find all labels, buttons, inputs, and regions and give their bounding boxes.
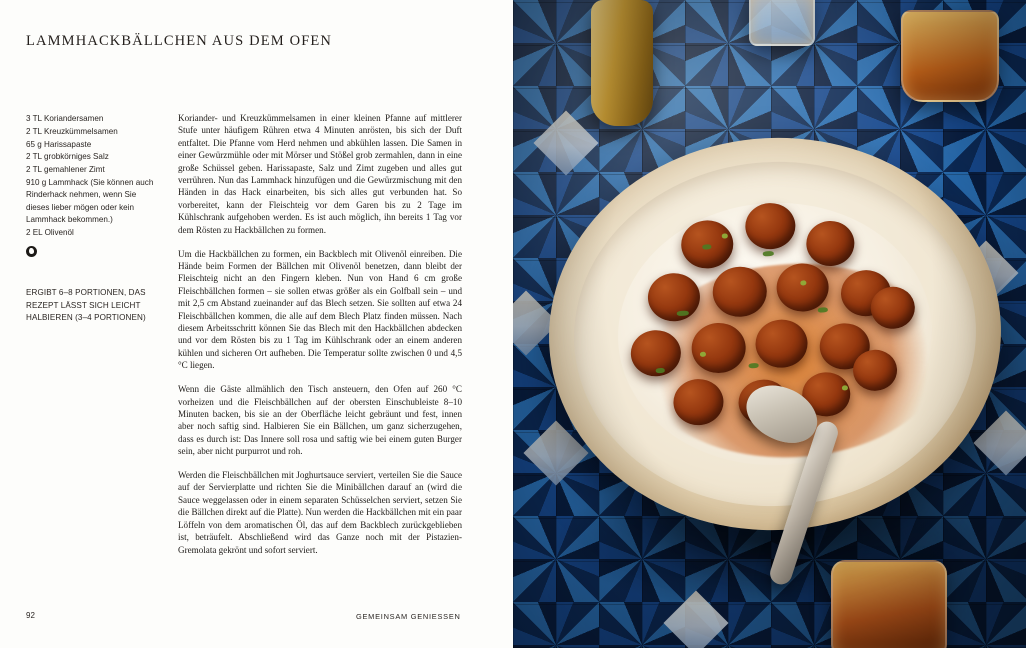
ingredient-list <box>26 113 156 257</box>
method-paragraph: Werden die Fleischbällchen mit Joghurtsauce serviert, verteilen Sie die Sauce auf der Servierplatte und richten Sie die Minibällchen darauf an (wird die Sauce weggelassen oder in einem separaten Schüsselchen serviert, setzen Sie die Bällchen direkt auf die Platte). Nun werden die Hackbällchen mit ein paar Löffeln von dem aromatischen Öl, das auf dem Backblech zurückgeblieben ist, beträufelt. Abschließend wird das Ganze noch mit der Pistazien-Gremolata gekrönt und sofort serviert. <box>178 470 462 555</box>
method-paragraph: Wenn die Gäste allmählich den Tisch ansteuern, den Ofen auf 260 °C vorheizen und die Fleischbällchen auf der obersten Einschubleiste 8–10 Minuten backen, bis sie an der Oberfläche leicht gebräunt und fest, innen aber noch saftig sind. Halbieren Sie ein Bällchen, um ganz sicherzugehen, dass es durch ist: Das Innere soll rosa und saftig wie bei einem guten Burger sein, aber nicht purpurrot und roh. <box>178 384 462 457</box>
page-title: LAMMHACKBÄLLCHEN AUS DEM OFEN <box>26 33 333 49</box>
method-paragraph: Um die Hackbällchen zu formen, ein Backblech mit Olivenöl einreiben. Die Hände beim Formen der Bällchen mit Olivenöl benetzen, dann bleibt der Fleischteig nicht an den Fingern kleben. Nun von Hand 6 cm große Fleischbällchen formen – sie sollen etwas größer als ein Golfball sein – und mit 2,5 cm Abstand zueinander auf das Blech setzen. Sie sollten auf etwa 24 Fleischbällchen kommen, die alle auf dem Blech Platz finden müssen. Nach diesem Arbeitsschritt können Sie das Blech mit den Hackbällchen abdecken und vor dem Rösten bis zu 1 Tag im Kühlschrank oder an einem anderen kühlen und sicheren Ort aufheben. Die Temperatur sollte zwischen 0 und 4,5 °C liegen. <box>178 248 462 371</box>
herb-garnish <box>702 244 711 249</box>
pistachio-garnish <box>699 351 705 356</box>
herb-garnish <box>748 362 758 368</box>
list-item: 2 TL gemahlener Zimt <box>26 165 105 175</box>
herb-garnish <box>818 307 828 313</box>
yield-note: ERGIBT 6–8 PORTIONEN, DAS REZEPT LÄSST SICH LEICHT HALBIEREN (3–4 PORTIONEN) <box>26 288 146 323</box>
tea-glass <box>901 10 999 102</box>
running-head: GEMEINSAM GENIESSEN <box>356 612 461 621</box>
method-text <box>178 112 462 567</box>
tea-glass <box>831 560 947 648</box>
water-glass <box>749 0 815 46</box>
method-paragraph: Koriander- und Kreuzkümmelsamen in einer kleinen Pfanne auf mittlerer Stufe unter häufigem Rühren etwa 4 Minuten anrösten, bis sich der Duft entfaltet. Die Pfanne vom Herd nehmen und abkühlen lassen. Die Samen in einer Gewürzmühle oder mit Mörser und Stößel grob zermahlen, dann in eine große Schüssel geben. Harissapaste, Salz und Zimt zugeben und alles gut verrühren. Nun das Lammhack hinzufügen und die Gewürzmischung mit den Händen in das Hack einarbeiten, bis sich alles gut verbunden hat. So vorbereitet, kann der Fleischteig vor dem Garen bis zu 2 Tage im Kühlschrank aufgehoben werden. Es ist auch möglich, ihn bereits 1 Tag vor dem Rösten zu Hackbällchen zu formen. <box>178 113 462 235</box>
platter-rim <box>565 151 985 517</box>
list-item: 910 g Lammhack (Sie können auch Rinderhack nehmen, wenn Sie dieses lieber mögen oder kein Lammhack bekommen.) <box>26 177 154 224</box>
list-item: 2 TL Kreuzkümmelsamen <box>26 126 118 136</box>
olive-oil-drop-icon <box>26 246 37 257</box>
brass-oil-bottle <box>591 0 653 126</box>
herb-garnish <box>656 367 665 372</box>
pistachio-garnish <box>721 233 727 238</box>
list-item: 2 TL grobkörniges Salz <box>26 152 109 162</box>
list-item: 65 g Harissapaste <box>26 139 92 149</box>
page-number: 92 <box>26 611 35 620</box>
recipe-photo <box>513 0 1026 648</box>
list-item: 3 TL Koriandersamen <box>26 114 104 123</box>
list-item: 2 EL Olivenöl <box>26 227 74 237</box>
